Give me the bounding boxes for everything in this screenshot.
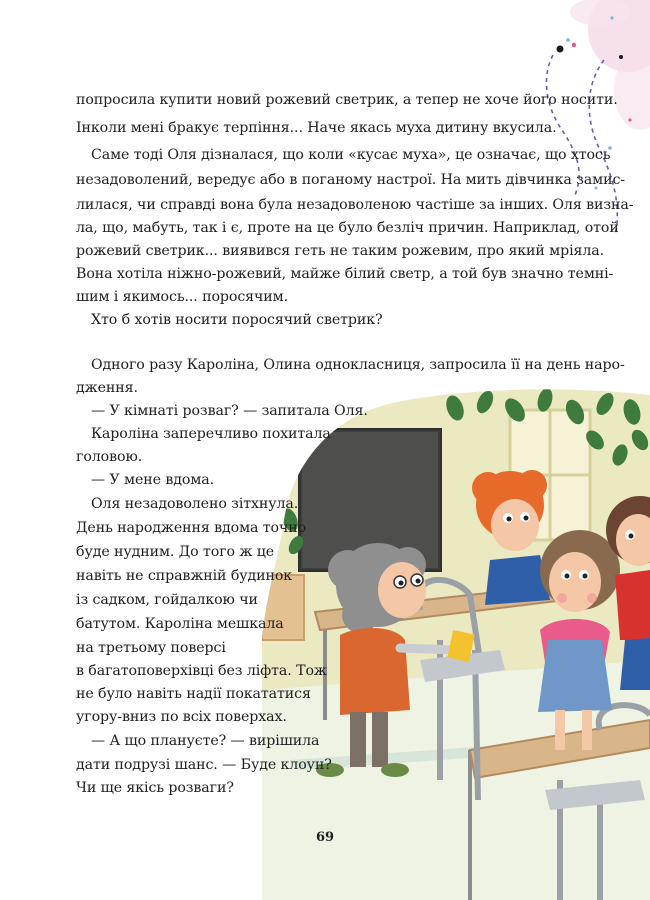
text-line: буде нудним. До того ж це [76,544,275,560]
text-line: рожевий светрик... виявився геть не таким рожевим, про який мріяла. [76,243,605,259]
text-line: лилася, чи справді вона була незадоволеною частіше за інших. Оля визна- [76,197,634,213]
text-line: батутом. Кароліна мешкала [76,616,284,632]
text-line: ла, що, мабуть, так і є, проте на це було безліч причин. Наприклад, отой [76,220,619,236]
text-line: Саме тоді Оля дізналася, що коли «кусає муха», це означає, що хтось [91,147,611,163]
text-line: Хто б хотів носити поросячий светрик? [91,312,383,328]
text-line: Одного разу Кароліна, Олина однокласниця, запросила її на день наро- [91,357,625,373]
text-line: із садком, гойдалкою чи [76,592,258,608]
text-line: Кароліна заперечливо похитала [91,426,331,442]
page-number: 69 [315,830,335,845]
text-line: навіть не справжній будинок [76,568,293,584]
text-line: головою. [76,449,143,465]
text-line: Чи ще якісь розваги? [76,780,234,796]
text-line: Оля незадоволено зітхнула. [91,496,299,512]
text-line: День народження вдома точно [76,520,307,536]
text-line: — У мене вдома. [91,472,215,488]
text-line: дження. [76,380,138,396]
text-line: — А що плануєте? — вирішила [91,733,320,749]
text-line: шим і якимось... поросячим. [76,289,288,305]
text-line: попросила купити новий рожевий светрик, а тепер не хоче його носити. [76,92,618,108]
text-line: в багатоповерхівці без ліфта. Тож [76,663,327,679]
text-line: угору-вниз по всіх поверхах. [76,709,287,725]
text-line: незадоволений, вередує або в поганому настрої. На мить дівчинка замис- [76,172,626,188]
text-line: на третьому поверсі [76,640,226,656]
text-line: — У кімнаті розваг? — запитала Оля. [91,403,368,419]
text-line: Вона хотіла ніжно-рожевий, майже білий светр, а той був значно темні- [76,266,614,282]
text-line: не було навіть надії покататися [76,686,311,702]
text-line: дати подрузі шанс. — Буде клоун? [76,757,332,773]
text-line: Інколи мені бракує терпіння... Наче якась муха дитину вкусила. [76,120,557,136]
